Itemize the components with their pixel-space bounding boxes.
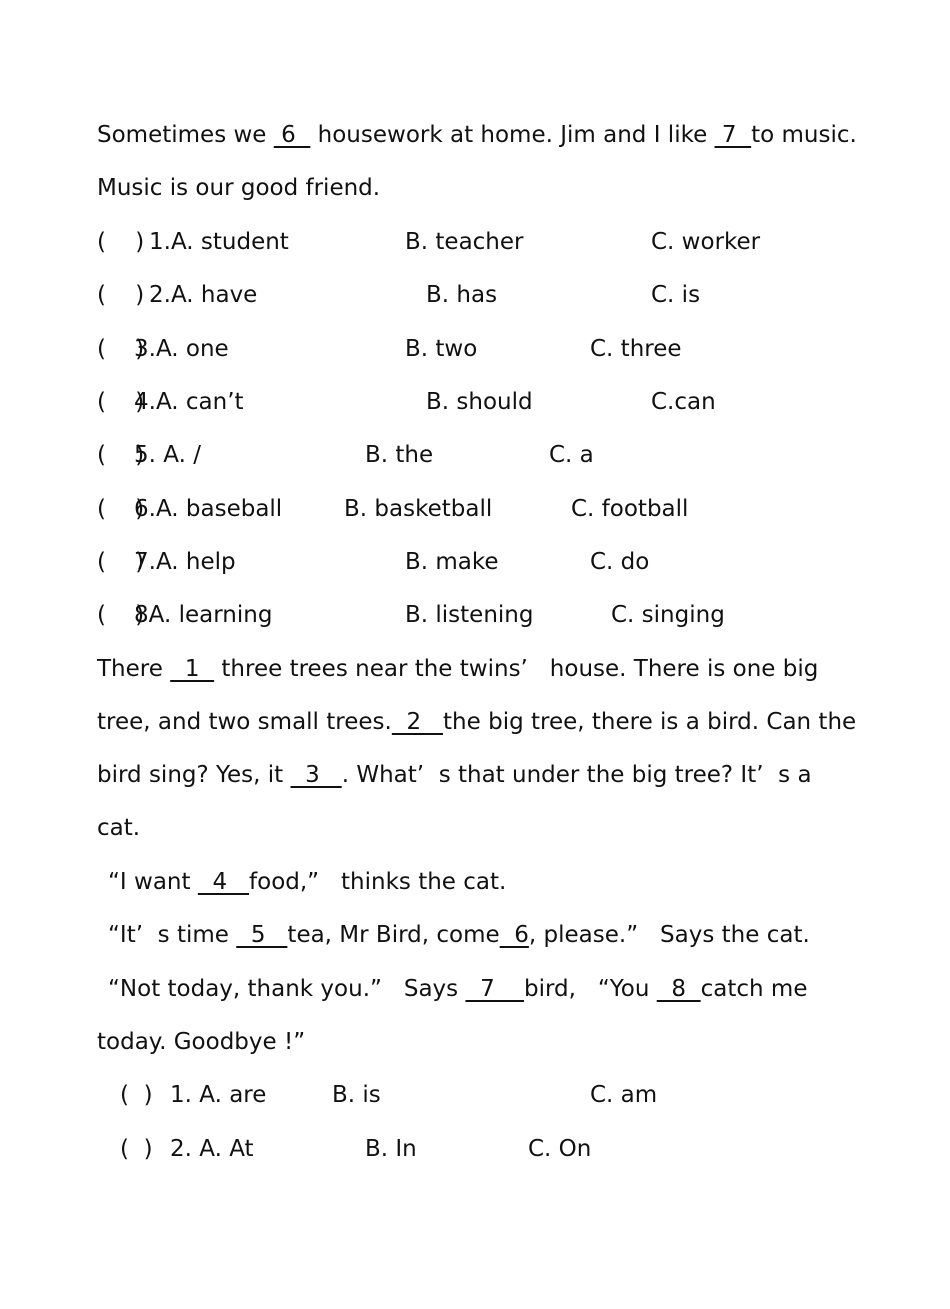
text: tea, Mr Bird, come (287, 922, 500, 948)
answer-paren: ( ) (97, 602, 145, 628)
passage1-line1 (97, 120, 857, 150)
passage2-line4: cat. (97, 815, 141, 841)
text: There (97, 656, 171, 682)
answer-paren: ( ) (97, 549, 145, 575)
blank-1: 1 (170, 656, 215, 682)
blank-7: 7 (465, 976, 524, 1002)
option-b: B. is (332, 1082, 381, 1108)
answer-paren: ( ) (97, 389, 145, 415)
option-b: B. should (426, 389, 533, 415)
text: food,” thinks the cat. (249, 869, 507, 895)
option-c: C. On (528, 1136, 592, 1162)
option-c: C. do (590, 549, 650, 575)
text: bird sing? Yes, it (97, 762, 291, 788)
blank-6: 6 (499, 922, 529, 948)
answer-paren: ( ) (120, 1136, 153, 1162)
text: bird, “You (523, 976, 657, 1002)
option-b: B. two (405, 336, 478, 362)
text: “Not today, thank you.” Says (108, 976, 466, 1002)
passage2-line3 (97, 760, 812, 790)
blank-5: 5 (236, 922, 288, 948)
option-a: 2. A. At (170, 1136, 254, 1162)
option-c: C. singing (611, 602, 725, 628)
option-a: 1. A. are (170, 1082, 267, 1108)
option-a: 3.A. one (134, 336, 229, 362)
text: . What’ s that under the big tree? It’ s a (341, 762, 812, 788)
option-c: C. is (651, 282, 701, 308)
option-c: C. am (590, 1082, 658, 1108)
option-c: C. football (571, 496, 689, 522)
blank-4: 4 (197, 869, 250, 895)
passage2-line5 (108, 867, 506, 897)
passage2-line2 (97, 707, 856, 737)
blank-2: 2 (391, 709, 444, 735)
option-b: B. has (426, 282, 498, 308)
option-a: 5. A. / (134, 442, 201, 468)
passage2-line7 (108, 974, 807, 1004)
text: Sometimes we (97, 122, 274, 148)
option-c: C.can (651, 389, 716, 415)
answer-paren: ( ) (120, 1082, 153, 1108)
option-b: B. the (365, 442, 434, 468)
blank-3: 3 (290, 762, 342, 788)
option-c: C. a (549, 442, 594, 468)
option-a: 1.A. student (149, 229, 289, 255)
answer-paren: ( ) (97, 336, 145, 362)
blank-7: 7 (714, 122, 752, 148)
option-c: C. three (590, 336, 682, 362)
passage2-line6 (108, 920, 810, 950)
option-b: B. listening (405, 602, 534, 628)
text: “I want (108, 869, 198, 895)
option-b: B. In (365, 1136, 417, 1162)
text: the big tree, there is a bird. Can the (443, 709, 857, 735)
text: housework at home. Jim and I like (310, 122, 715, 148)
text: “It’ s time (108, 922, 237, 948)
passage2-line1 (97, 654, 818, 684)
passage1-line2: Music is our good friend. (97, 175, 381, 201)
answer-paren: ( ) (97, 442, 145, 468)
blank-6: 6 (273, 122, 311, 148)
option-a: 4.A. can’t (134, 389, 244, 415)
option-a: 2.A. have (149, 282, 258, 308)
option-c: C. worker (651, 229, 761, 255)
text: catch me (700, 976, 808, 1002)
blank-8: 8 (656, 976, 701, 1002)
option-a: 6.A. baseball (134, 496, 283, 522)
text: tree, and two small trees. (97, 709, 392, 735)
passage2-line8: today. Goodbye !” (97, 1029, 306, 1055)
answer-paren: ( ) (97, 496, 145, 522)
answer-paren: ( ) (97, 229, 145, 255)
text: , please.” Says the cat. (528, 922, 810, 948)
option-b: B. basketball (344, 496, 493, 522)
answer-paren: ( ) (97, 282, 145, 308)
text: to music. (751, 122, 857, 148)
option-b: B. teacher (405, 229, 524, 255)
option-a: 7.A. help (134, 549, 236, 575)
option-b: B. make (405, 549, 499, 575)
text: three trees near the twins’ house. There is one big (214, 656, 819, 682)
option-a: 8A. learning (134, 602, 273, 628)
